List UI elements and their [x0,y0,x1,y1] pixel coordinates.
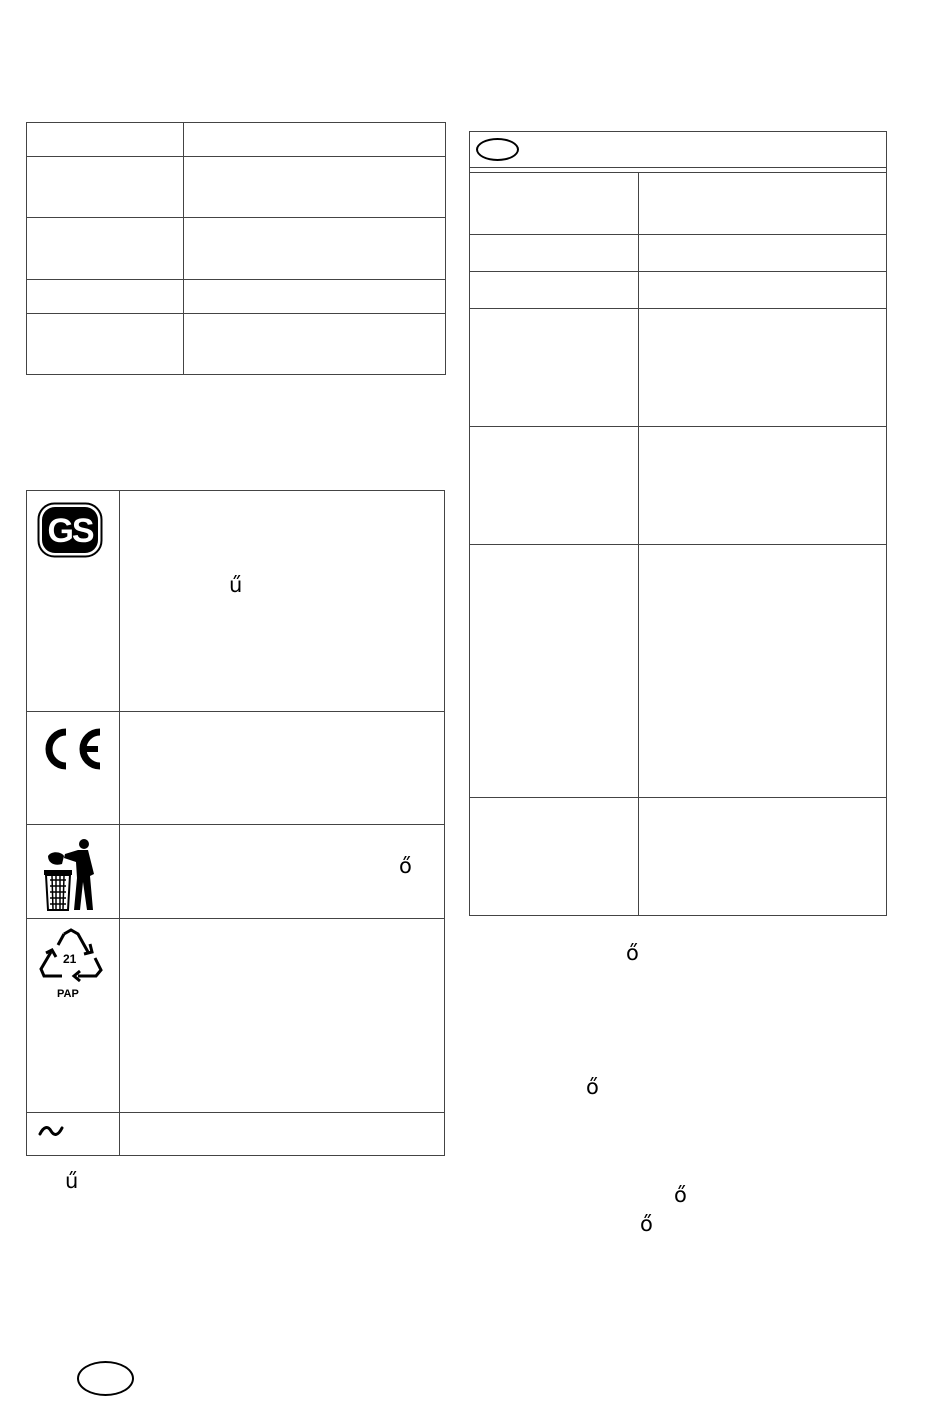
right-table-row-divider [469,426,887,427]
u-double-acute-glyph: ű [65,1169,79,1193]
symbol-table-row-divider [26,824,445,825]
language-badge-header [476,138,519,161]
left-top-table-row-divider [26,313,446,314]
left-top-table [26,122,446,375]
o-double-acute-glyph: ő [626,941,639,965]
language-badge [77,1361,134,1396]
o-double-acute-glyph: ő [586,1075,599,1099]
left-top-table-col-divider [183,122,184,375]
left-top-table-row-divider [26,279,446,280]
right-table-header-divider [469,167,887,168]
symbol-table-row-divider [26,1112,445,1113]
o-double-acute-glyph: ő [399,854,412,878]
right-table-row-divider [469,234,887,235]
left-top-table-row-divider [26,156,446,157]
symbol-table-row-divider [26,918,445,919]
trash-bin-person-icon [40,838,102,912]
right-table-row-divider [469,308,887,309]
right-table-row-divider [469,797,887,798]
left-top-table-row-divider [26,217,446,218]
right-table-row-divider [469,544,887,545]
right-table [469,131,887,916]
recycling-label: PAP [57,988,79,1000]
symbol-table-col-divider [119,490,120,1156]
o-double-acute-glyph: ő [640,1212,653,1236]
symbol-table-row-divider [26,711,445,712]
ce-mark-icon [38,727,104,771]
alternating-current-icon [38,1124,64,1138]
recycling-number: 21 [63,952,77,966]
gs-mark-icon [37,502,103,558]
gs-mark-text: GS [47,512,93,550]
right-table-row-divider [469,271,887,272]
u-double-acute-glyph: ű [229,573,243,597]
right-table-header-divider [469,172,887,173]
o-double-acute-glyph: ő [674,1183,687,1207]
